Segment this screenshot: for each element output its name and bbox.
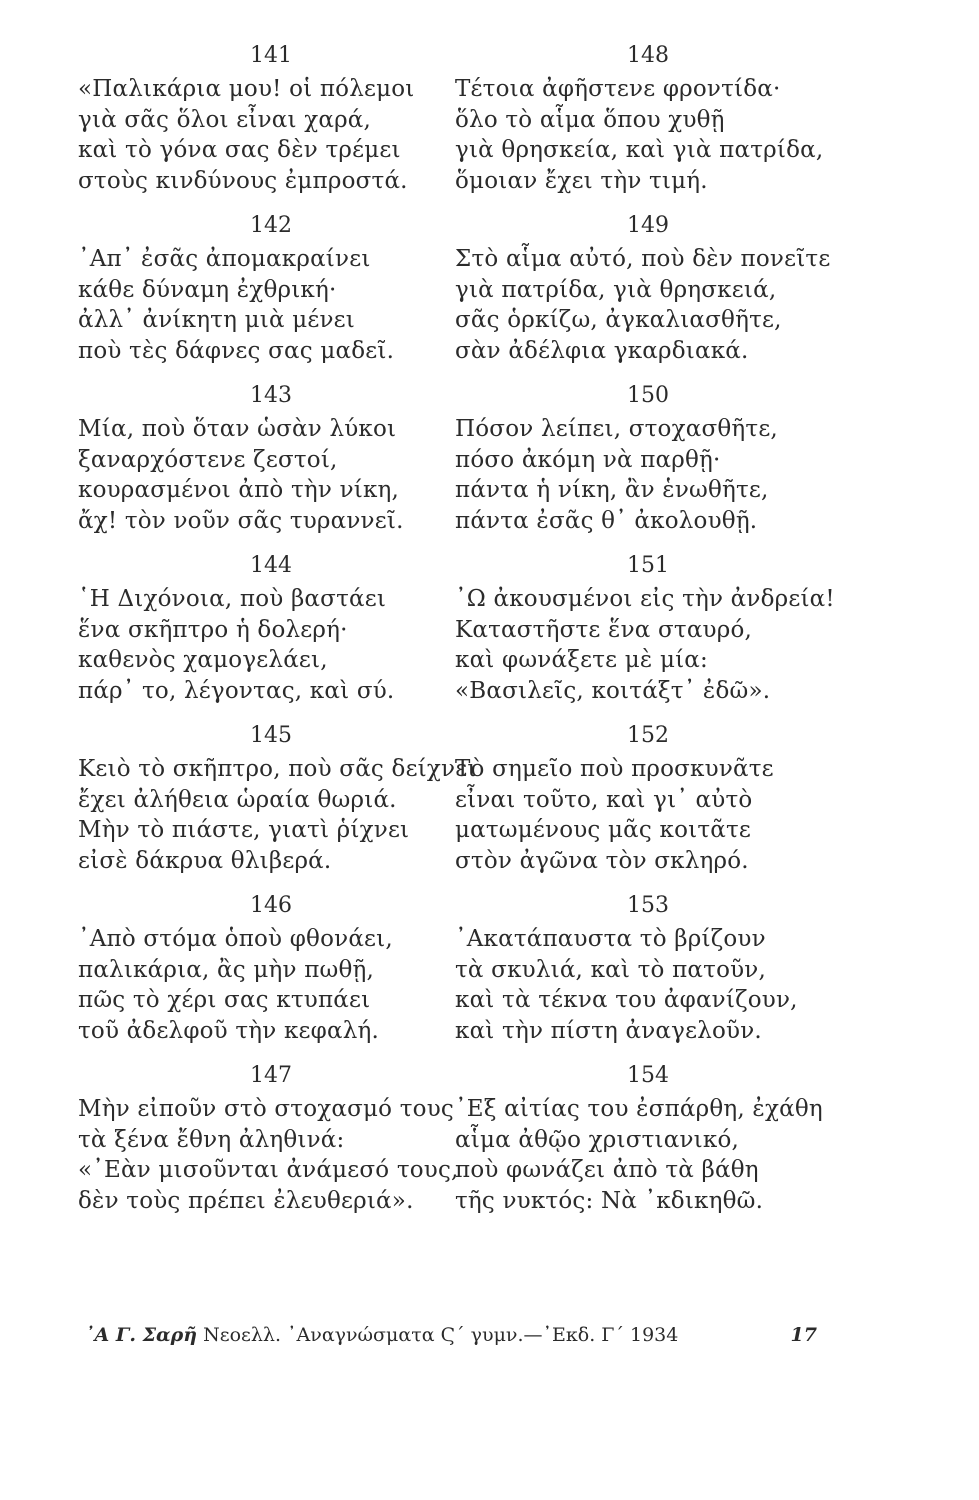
verse-line: τῆς νυκτός: Νὰ ᾿κδικηθῶ. <box>455 1187 764 1214</box>
left-column <box>78 42 477 1216</box>
verse-line: ῾Η Διχόνοια, ποὺ βαστάει <box>78 586 387 612</box>
verse-line: Στὸ αἷμα αὐτό, ποὺ δὲν πονεῖτε <box>455 246 831 272</box>
stanza-number: 148 <box>627 43 669 68</box>
verse-line: Τέτοια ἀφῆστενε φροντίδα· <box>455 76 781 102</box>
stanza-number: 142 <box>250 213 292 238</box>
page-number: 17 <box>790 1324 817 1346</box>
verse-line: ἀλλ᾿ ἀνίκητη μιὰ μένει <box>78 307 355 333</box>
verse-line: δὲν τοὺς πρέπει ἐλευθεριά». <box>78 1187 414 1214</box>
verse-line: καθενὸς χαμογελάει, <box>78 647 328 673</box>
verse-line: ᾿Απὸ στόμα ὁποὺ φθονάει, <box>78 926 393 952</box>
verse-line: ᾿Απ᾿ ἐσᾶς ἀπομακραίνει <box>78 246 371 272</box>
verse-line: πόσο ἀκόμη νὰ παρθῇ· <box>455 446 721 473</box>
verse-line: «᾿Εὰν μισοῦνται ἀνάμεσό τους, <box>78 1157 459 1183</box>
verse-line: ᾿Ακατάπαυστα τὸ βρίζουν <box>455 926 766 952</box>
verse-line: «Βασιλεῖς, κοιτάξτ᾿ ἐδῶ». <box>455 677 771 704</box>
verse-line: ἕνα σκῆπτρο ἡ δολερή· <box>78 616 348 643</box>
verse-line: τοῦ ἀδελφοῦ τὴν κεφαλή. <box>78 1017 379 1044</box>
verse-line: πῶς τὸ χέρι σας κτυπάει <box>78 987 371 1013</box>
stanza-number: 153 <box>627 893 669 918</box>
stanza <box>455 1062 855 1216</box>
verse-line: Πόσον λείπει, στοχασθῆτε, <box>455 416 778 442</box>
verse-line: παλικάρια, ἂς μὴν πωθῇ, <box>78 956 374 983</box>
verse-line: πάντα ἐσᾶς θ᾿ ἀκολουθῇ. <box>455 507 758 534</box>
verse-line: Μὴν τὸ πιάστε, γιατὶ ῥίχνει <box>78 817 410 843</box>
stanza-number: 152 <box>627 723 669 748</box>
stanza <box>78 1062 459 1216</box>
verse-line: γιὰ σᾶς ὅλοι εἶναι χαρά, <box>78 106 372 133</box>
stanza-number: 150 <box>627 383 669 408</box>
stanza <box>455 212 855 366</box>
verse-line: Μία, ποὺ ὅταν ὡσὰν λύκοι <box>78 416 397 442</box>
verse-line: καὶ τὴν πίστη ἀναγελοῦν. <box>455 1017 762 1044</box>
page-footer <box>85 1322 825 1348</box>
verse-line: καὶ φωνάξετε μὲ μία: <box>455 647 708 673</box>
stanza <box>78 212 448 366</box>
stanza <box>78 42 448 196</box>
footer-title: Νεοελλ. ᾿Αναγνώσματα Ϛ΄ γυμν.—᾿Εκδ. Γ΄ 1934 <box>203 1324 679 1346</box>
stanza <box>78 552 448 706</box>
verse-line: ξαναρχόστενε ζεστοί, <box>78 446 338 473</box>
verse-line: εἶναι τοῦτο, καὶ γι᾿ αὐτὸ <box>455 786 753 813</box>
verse-line: καὶ τὸ γόνα σας δὲν τρέμει <box>78 137 401 163</box>
stanza-number: 154 <box>627 1063 669 1088</box>
verse-line: γιὰ πατρίδα, γιὰ θρησκειά, <box>455 276 777 303</box>
right-column <box>455 42 855 1216</box>
stanza <box>78 892 448 1046</box>
verse-line: «Παλικάρια μου! οἱ πόλεμοι <box>78 76 415 102</box>
footer-author: ᾿Α Γ. Σαρῆ <box>85 1324 198 1346</box>
verse-line: ὅμοιαν ἔχει τὴν τιμή. <box>455 167 708 194</box>
verse-line: ᾿Ω ἀκουσμένοι εἰς τὴν ἀνδρεία! <box>455 586 835 612</box>
verse-line: εἰσὲ δάκρυα θλιβερά. <box>78 847 332 874</box>
verse-line: ἔχει ἀλήθεια ὡραία θωριά. <box>78 786 397 813</box>
stanza-number: 143 <box>250 383 292 408</box>
verse-line: Καταστῆστε ἕνα σταυρό, <box>455 616 753 643</box>
stanza <box>78 382 448 536</box>
stanza-number: 144 <box>250 553 292 578</box>
verse-line: γιὰ θρησκεία, καὶ γιὰ πατρίδα, <box>455 137 824 163</box>
verse-line: ποὺ φωνάζει ἀπὸ τὰ βάθη <box>455 1157 759 1183</box>
stanza-number: 151 <box>627 553 669 578</box>
stanza <box>455 722 855 876</box>
stanza-number: 147 <box>250 1063 292 1088</box>
verse-line: Μὴν εἰποῦν στὸ στοχασμό τους <box>78 1096 454 1122</box>
verse-line: τὰ ξένα ἔθνη ἀληθινά: <box>78 1126 345 1153</box>
stanza <box>78 722 477 876</box>
verse-line: σὰν ἀδέλφια γκαρδιακά. <box>455 337 749 364</box>
verse-line: αἷμα ἀθῷο χριστιανικό, <box>455 1126 740 1153</box>
verse-line: καὶ τὰ τέκνα του ἀφανίζουν, <box>455 987 798 1013</box>
verse-line: ποὺ τὲς δάφνες σας μαδεῖ. <box>78 337 395 364</box>
verse-line: κουρασμένοι ἀπὸ τὴν νίκη, <box>78 477 400 503</box>
verse-line: Τὸ σημεῖο ποὺ προσκυνᾶτε <box>455 756 774 782</box>
stanza-number: 149 <box>627 213 669 238</box>
verse-line: πάντα ἡ νίκη, ἂν ἑνωθῆτε, <box>455 477 769 503</box>
verse-line: στοὺς κινδύνους ἐμπροστά. <box>78 167 408 194</box>
stanza-number: 145 <box>250 723 292 748</box>
verse-line: Κειὸ τὸ σκῆπτρο, ποὺ σᾶς δείχνει <box>78 756 477 782</box>
verse-line: ματωμένους μᾶς κοιτᾶτε <box>455 817 752 843</box>
stanza-number: 141 <box>250 43 292 68</box>
verse-line: στὸν ἀγῶνα τὸν σκληρό. <box>455 847 749 874</box>
stanza-number: 146 <box>250 893 292 918</box>
verse-line: σᾶς ὁρκίζω, ἀγκαλιασθῆτε, <box>455 307 782 333</box>
stanza <box>455 552 855 706</box>
stanza <box>455 42 855 196</box>
stanza <box>455 892 855 1046</box>
verse-line: ἄχ! τὸν νοῦν σᾶς τυραννεῖ. <box>78 507 404 534</box>
verse-line: κάθε δύναμη ἐχθρική· <box>78 276 337 303</box>
verse-line: ὅλο τὸ αἷμα ὅπου χυθῇ <box>455 106 725 133</box>
stanza <box>455 382 855 536</box>
verse-line: πάρ᾿ το, λέγοντας, καὶ σύ. <box>78 677 395 704</box>
verse-line: τὰ σκυλιά, καὶ τὸ πατοῦν, <box>455 956 766 983</box>
verse-line: ᾿Εξ αἰτίας του ἐσπάρθη, ἐχάθη <box>455 1096 823 1122</box>
